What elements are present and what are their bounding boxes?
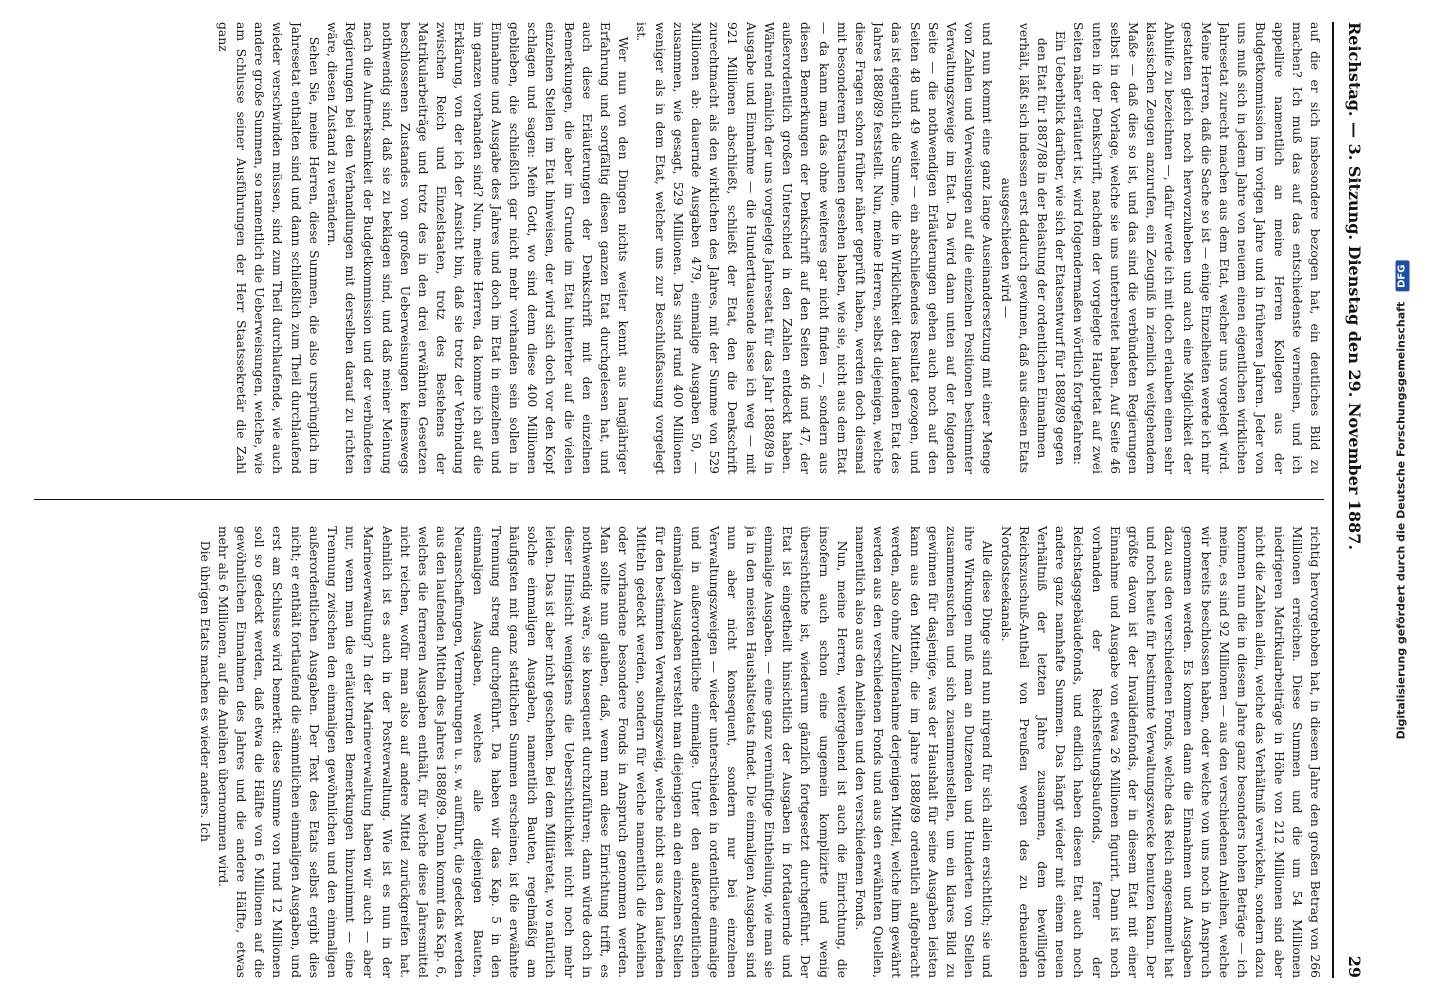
dfg-logo-icon: DFG [1396,261,1410,292]
running-title: Reichstag. — 3. Sitzung. Dienstag den 29. November 1887. [1345,22,1364,551]
paragraph: Die übrigen Etats machen es wieder anders. Ich [197,540,212,842]
left-column [34,22,1324,474]
page-number: 29 [1345,955,1364,978]
paragraph: Sehen Sie, meine Herren, diese Summen, die also ursprünglich im Jahresetat enthalten sind und dann schließlich zum Theil durchlaufend wieder verschwinden müssen, sind zum Theil durchlaufende, wie auch andere große Summen, so namentlich die Ueberweisungen, welche, wie am Schlusse seiner Ausführungen der Herr Staatssekretär die Zahl ganz [215,22,321,474]
header-rule [1332,22,1334,978]
quoted-passage: Ein Ueberblick darüber, wie sich der Etatsentwurf für 1888/89 gegen den Etat für 1887/88 in der Belastung der ordentlichen Einnahmen verhält, läßt sich indessen erst dadurch gewinnen, daß aus diesen Etats ausgeschieden wird — [998,22,1068,474]
digitization-credit [1395,261,1410,740]
paragraph: Wer nun von den Dingen nichts weiter kennt aus langjähriger Erfahrung und sorgfältig diesen ganzen Etat durchgelesen hat, und auch diese Erläuterungen der Denkschrift mit den einzelnen Bemerkungen, die aber im Grunde im Etat hinterher auf die vielen einzelnen Stellen im Etat hinweisen, der wird sich doch vor den Kopf schlagen und sagen: Mein Gott, wo sind denn diese 400 Millionen geblieben, die schließlich gar nicht mehr vorhanden sein sollen in Einnahme und Ausgabe des Jahres und doch im Etat in einzelnen und im ganzen vorhanden sind? Nun, meine Herren, da komme ich auf die Erklärung, von der ich der Ansicht bin, daß sie trotz der Verbindung zwischen Reich und Einzelstaaten, trotz des Bestehens der Matrikularbeiträge und trotz des in den drei erwähnten Gesetzen beschlossenen Zustandes von großen Ueberweisungen keineswegs nothwendig sind, daß sie zu beklagen sind, und daß meiner Meinung nach die Aufmerksamkeit der Budgetkommission und der verbündeten Regierungen bei den Verhandlungen mit derselben darauf zu richten wäre, diesen Zustand zu verändern. [325,22,631,474]
page-header [1338,22,1372,978]
paragraph: und nun kommt eine ganz lange Auseinandersetzung mit einer Menge von Zahlen und Verweisungen auf die einzelnen Positionen bestimmter Verwaltungszweige im Etat. Da wird dann unten auf der folgenden Seite — die nothwendigen Erläuterungen gehen auch noch auf den Seiten 48 und 49 weiter — ein abschließendes Resultat gezogen, und das ist eigentlich die Summe, die in Wirklichkeit den laufenden Etat des Jahres 1888/89 feststellt. Nun, meine Herren, selbst diejenigen, welche diese Fragen schon früher näher geprüft haben, werden doch diesmal mit besonderem Erstaunen gesehen haben, wie sie, nicht aus dem Etat — da kann man das ohne weiteres gar nicht finden —, sondern aus diesen Bemerkungen der Denkschrift auf den Seiten 46 und 47, der außerordentlich großen Unterschied in den Zahlen entdeckt haben. Während nämlich der uns vorgelegte Jahresetat für das Jahr 1888/89 in Ausgabe und Einnahme — die Hunderttausende lasse ich weg — mit 921 Millionen abschließt, schließt der Etat, den die Denkschrift zurechtmacht als den wirklichen des Jahres, mit der Summe von 529 Millionen ab: dauernde Ausgaben 479, einmalige Ausgaben 50, — zusammen, wie gesagt, 529 Millionen. Das sind rund 400 Millionen weniger als in dem Etat, welcher uns zur Beschlußfassung vorgelegt ist. [634,22,995,474]
paragraph: auf die er sich insbesondere bezogen hat, ein deutliches Bild zu machen? Ich muß das auf das entschiedenste verneinen, und ich appellire namentlich an meine Herren Kollegen aus der Budgetkommission im vorigen Jahre und in früheren Jahren. Jeder von uns muß sich in jedem Jahre von neuem einen eigentlichen wirklichen Jahresetat zurecht machen aus dem Etat, welcher uns vorgelegt wird. Meine Herren, daß die Sache so ist — einige Einzelheiten werde ich mir gestatten gleich noch hervorzuheben und auch eine Möglichkeit der Abhilfe zu bezeichnen —, dafür werde ich mit doch erlauben einen sehr klassischen Zeugen anzurufen, ein Zeugniß in ziemlich weitgehendem Maße — daß dies so ist, und das sind die verbündeten Regierungen selbst in der Vorlage, welche sie uns unterbreitet haben. Auf Seite 46 unten in der Denkschrift, nachdem der vorgelegte Hauptetat auf zwei Seiten näher erläutert ist, wird folgendermaßen wörtlich fortgefahren: [1071,22,1322,474]
credit-text: Digitalisierung gefördert durch die Deutsche Forschungsgemeinschaft [1394,301,1408,740]
paragraph: Alle diese Dinge sind nun nirgend für sich allein ersichtlich; sie und ihre Wirkungen muß man an Dutzenden und Hunderten von Stellen zusammensuchen und sich zusammenstellen, um ein klares Bild zu gewinnen für dasjenige, was der Haushalt für seine Ausgaben leisten kann aus den Mitteln, die im Jahre 1888/89 ordentlich aufgebracht werden, also ohne Zuhilfenahme derjenigen Mittel, welche ihm gewährt werden aus den verschiedenen Fonds und aus den erwähnten Quellen, namentlich also aus den Anleihen und den verschiedenen Fonds. [852,526,995,978]
paragraph: Nun, meine Herren, weitergehend ist auch die Einrichtung, die insofern auch schon eine ungemein komplizirte und wenig übersichtliche ist, wiederum gänzlich fortgesetzt durchgeführt. Der Etat ist eingetheilt hinsichtlich der Ausgaben in fortdauernde und einmalige Ausgaben. — eine ganz vernünftige Eintheilung, wie man sie ja in den meisten Haushaltsetats findet. Die einmaligen Ausgaben sind nun aber nicht konsequent, sondern nur bei einzelnen Verwaltungszweigen — wieder unterschieden in ordentliche einmalige und in außerordentliche einmalige. Unter den außerordentlichen einmaligen Ausgaben versteht man diejenigen an den einzelnen Stellen für den bestimmten Verwaltungszweig, welche nicht aus den laufenden Mitteln gedeckt werden, sondern für welche namentlich die Anleihen oder vorhandene besondere Fonds in Anspruch genommen werden. Man sollte nun glauben, daß, wenn man diese Einrichtung trifft, es nothwendig wäre, sie konsequent durchzuführen; dann würde doch in dieser Hinsicht wenigstens die Uebersichtlichkeit nicht noch mehr leiden. Das ist aber nicht geschehen. Bei dem Militäretat, wo natürlich solche einmaligen Ausgaben, namentlich Bauten, regelmäßig am häufigsten mit ganz stattlichen Summen erscheinen, ist die erwähnte Trennung streng durchgeführt. Da haben wir das Kap. 5 in den einmaligen Ausgaben, welches alle diejenigen Bauten, Neuanschaffungen, Vermehrungen u. s. w. aufführt, die gedeckt werden aus den laufenden Mitteln des Jahres 1888/89. Dann kommt das Kap. 6, welches die ferneren Ausgaben enthält, für welche diese Jahresmittel nicht reichen, wofür man also auf andere Mittel zurückgreifen hat. Aehnlich ist es auch in der Postverwaltung. Wie ist es nun in der Marineverwaltung? In der Marineverwaltung haben wir auch — aber nur, wenn man die erläuternden Bemerkungen hinzunimmt — eine Trennung zwischen den einmaligen gewöhnlichen und den einmaligen außerordentlichen Ausgaben. Der Text des Etats selbst ergibt dies nicht; er enthält fortlaufend die sämmtlichen einmaligen Ausgaben, und erst am Schlusse wird bemerkt: diese Summe von rund 12 Millionen soll so gedeckt werden, daß etwa die Hälfte von 6 Millionen auf die gewöhnlichen Einnahmen des Jahres und die andere Hälfte, etwas mehr als 6 Millionen, auf die Anleihen übernommen wird. [215,526,849,978]
column-rule [34,499,1324,500]
paragraph: richtig hervorgehoben hat, in diesem Jahre den großen Betrag von 266 Millionen erreichen. Diese Summen und die um 54 Millionen niedrigeren Matrikularbeiträge in Höhe von 212 Millionen sind aber nicht die Zahlen allein, welche das Verhältniß verwickeln, sondern dazu kommen nun die in diesem Jahre ganz besonders hohen Beträge — ich meine, es sind 92 Millionen — aus den verschiedenen Anleihen, welche wir bereits beschlossen haben, oder welche von uns noch in Anspruch genommen werden. Es kommen dann die Einnahmen und Ausgaben dazu aus den verschiedenen Fonds, welche das Reich angesammelt hat und noch heute für bestimmte Verwaltungszwecke benutzen kann. Der größte davon ist der Invalidenfonds, der in diesem Etat mit einer Einnahme und Ausgabe von etwa 26 Millionen figurirt. Dann ist noch vorhanden der Reichsfestungsbaufonds, ferner der Reichstagsgebäudefonds, und endlich haben diesen Etat auch noch andere ganz namhafte Summen. Das hängt wieder mit einem neuen Verhältniß der letzten Jahre zusammen, dem bewilligten Reichszuschuß-Antheil von Preußen wegen des zu erbauenden Nordostseekanals. [998,526,1322,978]
right-column [34,526,1324,978]
